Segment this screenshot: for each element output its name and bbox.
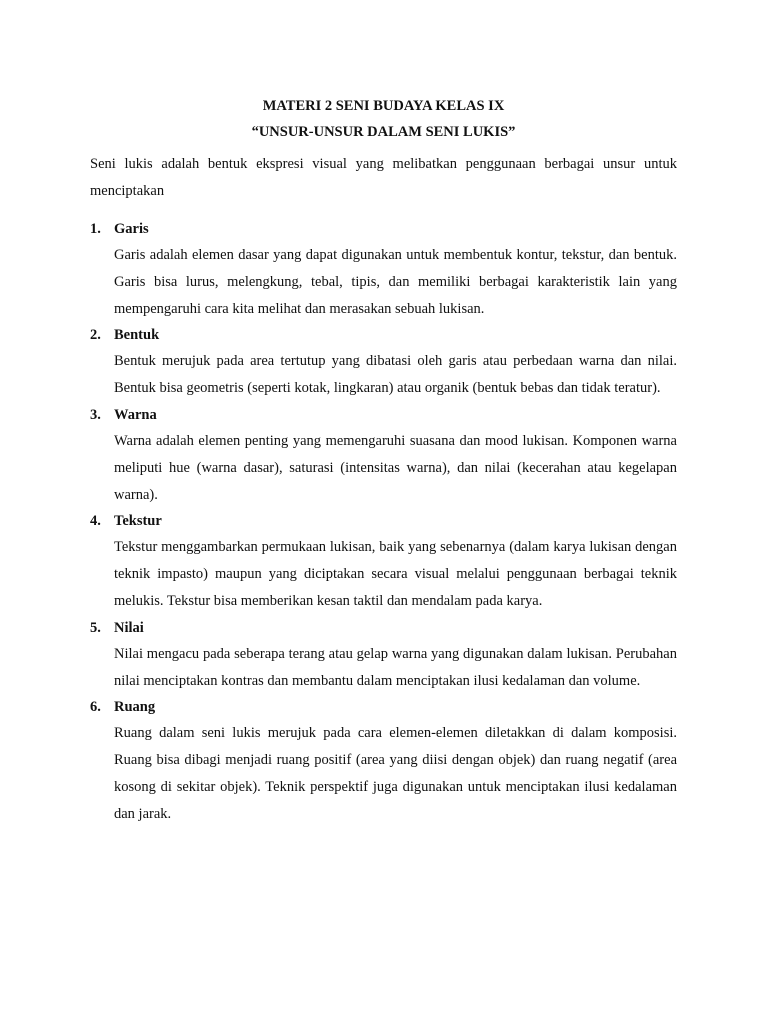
list-item-ruang [90,694,677,827]
item-title: Garis [114,221,149,237]
list-item-tekstur [90,508,677,614]
item-title: Warna [114,406,157,423]
item-description: Bentuk merujuk pada area tertutup yang dibatasi oleh garis atau perbedaan warna dan nilai. Bentuk bisa geometris (seperti kotak, lingkaran) atau organik (bentuk bebas dan tidak teratur). [114,353,677,397]
item-description: Nilai mengacu pada seberapa terang atau gelap warna yang digunakan dalam lukisan. Perubahan nilai menciptakan kontras dan membantu dalam menciptakan ilusi kedalaman dan volume. [114,645,677,689]
item-number: 6. [90,699,101,716]
list-item-garis [90,216,677,322]
item-description: Ruang dalam seni lukis merujuk pada cara elemen-elemen diletakkan di dalam komposisi. Ruang bisa dibagi menjadi ruang positif (area yang diisi dengan objek) dan ruang negatif (area kosong di sekitar objek). Teknik perspektif juga digunakan untuk menciptakan ilusi kedalaman dan jarak. [114,725,677,822]
list-item-warna [90,402,677,508]
list-item-bentuk [90,322,677,402]
item-description: Garis adalah elemen dasar yang dapat digunakan untuk membentuk kontur, tekstur, dan bentuk. Garis bisa lurus, melengkung, tebal, tipis, dan memiliki berbagai karakteristik lain yang mempengaruhi cara kita melihat dan merasakan sebuah lukisan. [114,247,677,317]
item-number: 1. [90,221,101,237]
item-number: 4. [90,513,101,530]
item-number: 2. [90,327,101,344]
item-description: Tekstur menggambarkan permukaan lukisan, baik yang sebenarnya (dalam karya lukisan dengan teknik impasto) maupun yang diciptakan secara visual melalui penggunaan berbagai teknik melukis. Tekstur bisa memberikan kesan taktil dan mendalam pada karya. [114,539,677,609]
title-line-1: MATERI 2 SENI BUDAYA KELAS IX [262,98,505,114]
title-line-2: “UNSUR-UNSUR DALAM SENI LUKIS” [251,124,516,140]
item-title: Nilai [114,619,144,636]
item-title: Tekstur [114,513,162,530]
document-title [90,93,677,145]
item-number: 3. [90,406,101,423]
item-title: Ruang [114,699,156,716]
intro-paragraph: Seni lukis adalah bentuk ekspresi visual yang melibatkan penggunaan berbagai unsur untuk menciptakan [90,156,677,199]
item-description: Warna adalah elemen penting yang memengaruhi suasana dan mood lukisan. Komponen warna meliputi hue (warna dasar), saturasi (intensitas warna), dan nilai (kecerahan atau kegelapan warna). [114,432,677,503]
list-item-nilai [90,615,677,695]
item-number: 5. [90,619,101,636]
elements-list [90,216,677,828]
item-title: Bentuk [114,327,160,344]
